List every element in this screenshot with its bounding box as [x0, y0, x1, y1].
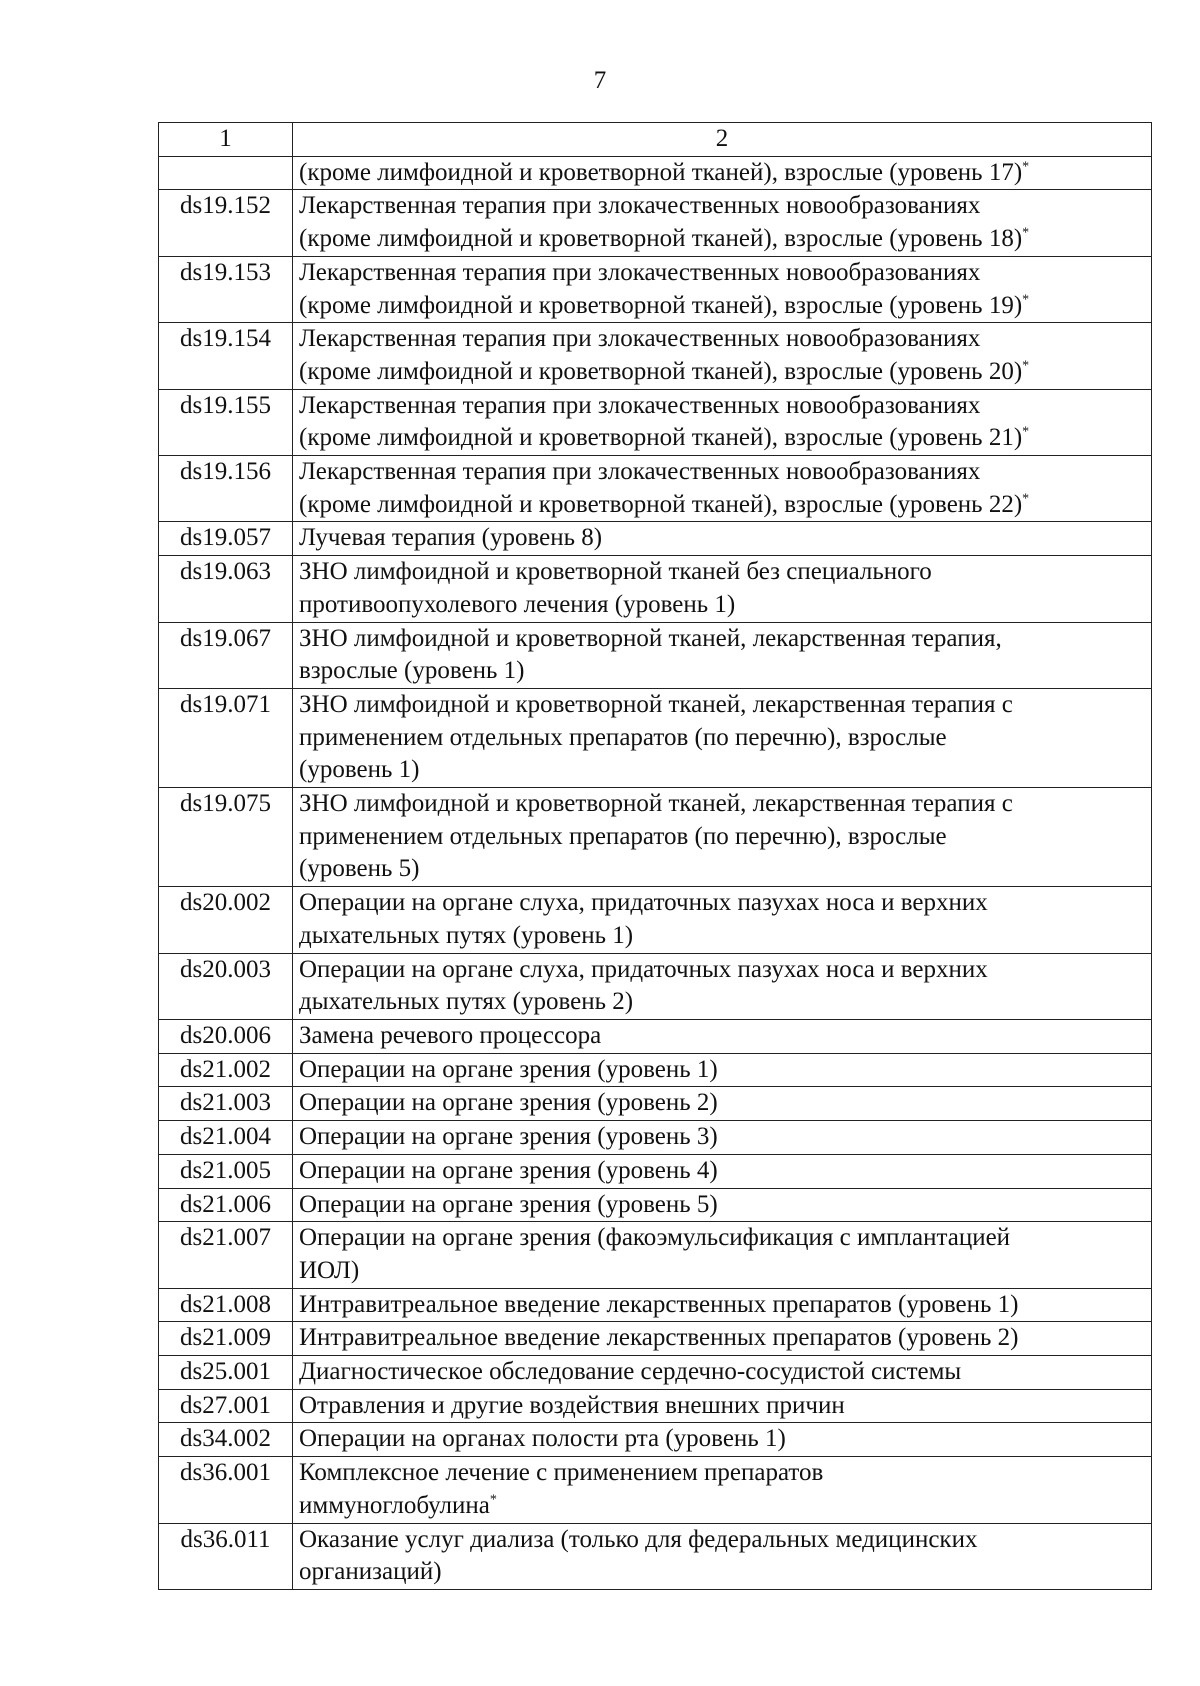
row-description-cell [293, 1121, 1152, 1155]
row-code: ds27.001 [159, 1389, 293, 1423]
table-row [159, 887, 1152, 953]
table-body [159, 156, 1152, 1589]
row-description-cell [293, 1019, 1152, 1053]
row-description-cell [293, 1457, 1152, 1523]
table-row [159, 1356, 1152, 1390]
row-description-cell [293, 1523, 1152, 1589]
row-code: ds19.154 [159, 323, 293, 389]
footnote-mark: * [1022, 425, 1030, 440]
row-description-cell [293, 1188, 1152, 1222]
row-description: Операции на органах полости рта (уровень 1) [299, 1425, 786, 1453]
row-description: Интравитреальное введение лекарственных препаратов (уровень 1) [299, 1290, 1019, 1318]
table-row [159, 1188, 1152, 1222]
table-row [159, 1457, 1152, 1523]
row-description: Операции на органе слуха, придаточных пазухах носа и верхних дыхательных путях (уровень 1) [299, 889, 988, 949]
footnote-mark: * [1022, 225, 1030, 241]
row-description: ЗНО лимфоидной и кроветворной тканей, лекарственная терапия, взрослые (уровень 1) [299, 624, 1002, 685]
table-row [159, 156, 1152, 190]
table-row [159, 622, 1152, 688]
row-code: ds34.002 [159, 1423, 293, 1457]
row-code: ds20.002 [159, 887, 293, 953]
row-description: Операции на органе зрения (уровень 4) [299, 1156, 718, 1184]
row-code: ds25.001 [159, 1356, 293, 1390]
row-description: Диагностическое обследование сердечно-сосудистой системы [299, 1358, 962, 1386]
row-description: ЗНО лимфоидной и кроветворной тканей, лекарственная терапия с применением отдельных препаратов (по перечню), взрослые (уровень 1) [299, 690, 1013, 784]
row-description-cell [293, 389, 1152, 455]
row-code: ds19.156 [159, 456, 293, 522]
row-description-cell [293, 953, 1152, 1019]
row-description-cell [293, 156, 1152, 190]
row-description-cell [293, 1322, 1152, 1356]
row-description-cell [293, 788, 1152, 887]
row-description: Замена речевого процессора [299, 1021, 602, 1049]
table-row [159, 1053, 1152, 1087]
row-description-cell [293, 1222, 1152, 1288]
footnote-mark: * [489, 1492, 497, 1508]
column-header-name: 2 [293, 123, 1152, 157]
row-description: Лекарственная терапия при злокачественных новообразованиях (кроме лимфоидной и кроветворной тканей), взрослые (уровень 20) [299, 325, 1023, 385]
table-row [159, 1154, 1152, 1188]
table-row [159, 1523, 1152, 1589]
row-description-cell [293, 1053, 1152, 1087]
row-description: Интравитреальное введение лекарственных препаратов (уровень 2) [299, 1324, 1019, 1352]
table-row [159, 1322, 1152, 1356]
row-description-cell [293, 1356, 1152, 1390]
row-description: Лучевая терапия (уровень 8) [299, 524, 603, 552]
row-description: Операции на органе зрения (уровень 3) [299, 1123, 718, 1151]
row-code: ds36.011 [159, 1523, 293, 1589]
table-row [159, 1389, 1152, 1423]
row-code: ds21.006 [159, 1188, 293, 1222]
footnote-mark: * [1022, 358, 1030, 374]
row-code: ds19.152 [159, 190, 293, 256]
row-code: ds19.071 [159, 688, 293, 787]
row-description-cell [293, 256, 1152, 322]
table-row [159, 953, 1152, 1019]
row-code: ds21.009 [159, 1322, 293, 1356]
row-code: ds19.063 [159, 556, 293, 622]
table-row [159, 522, 1152, 556]
row-description: Операции на органе зрения (уровень 2) [299, 1089, 718, 1117]
row-description-cell [293, 1423, 1152, 1457]
table-row [159, 1121, 1152, 1155]
row-description-cell [293, 887, 1152, 953]
tariff-table [158, 122, 1152, 1590]
table-row [159, 1222, 1152, 1288]
row-description: Операции на органе зрения (факоэмульсификация с имплантацией ИОЛ) [299, 1224, 1011, 1284]
table-row [159, 1019, 1152, 1053]
row-description-cell [293, 522, 1152, 556]
row-description: ЗНО лимфоидной и кроветворной тканей без специального противоопухолевого лечения (уровень 1) [299, 558, 932, 618]
row-description: Операции на органе зрения (уровень 1) [299, 1055, 718, 1083]
footnote-mark: * [1022, 292, 1030, 308]
row-code: ds21.003 [159, 1087, 293, 1121]
row-description-cell [293, 556, 1152, 622]
footnote-mark: * [1022, 491, 1030, 507]
row-description: Операции на органе зрения (уровень 5) [299, 1190, 718, 1218]
column-header-code: 1 [159, 123, 293, 157]
row-description: Комплексное лечение с применением препаратов иммуноглобулина [299, 1459, 824, 1519]
row-code: ds21.002 [159, 1053, 293, 1087]
row-description: (кроме лимфоидной и кроветворной тканей), взрослые (уровень 17) [299, 158, 1023, 186]
row-description-cell [293, 622, 1152, 688]
row-code [159, 156, 293, 190]
row-code: ds20.003 [159, 953, 293, 1019]
row-description-cell [293, 323, 1152, 389]
table-row [159, 556, 1152, 622]
row-code: ds19.155 [159, 389, 293, 455]
row-code: ds21.007 [159, 1222, 293, 1288]
row-description: Оказание услуг диализа (только для федеральных медицинских организаций) [299, 1525, 978, 1586]
row-code: ds21.004 [159, 1121, 293, 1155]
row-code: ds21.008 [159, 1288, 293, 1322]
row-description-cell [293, 1154, 1152, 1188]
table-row [159, 256, 1152, 322]
row-code: ds21.005 [159, 1154, 293, 1188]
row-code: ds19.067 [159, 622, 293, 688]
row-description: Лекарственная терапия при злокачественных новообразованиях (кроме лимфоидной и кроветворной тканей), взрослые (уровень 19) [299, 258, 1023, 319]
footnote-mark: * [1022, 159, 1030, 175]
table-row [159, 1087, 1152, 1121]
row-description-cell [293, 1087, 1152, 1121]
row-code: ds20.006 [159, 1019, 293, 1053]
row-description-cell [293, 1288, 1152, 1322]
row-code: ds36.001 [159, 1457, 293, 1523]
row-description-cell [293, 456, 1152, 522]
table-row [159, 1423, 1152, 1457]
row-description-cell [293, 190, 1152, 256]
row-code: ds19.075 [159, 788, 293, 887]
row-description: Операции на органе слуха, придаточных пазухах носа и верхних дыхательных путях (уровень 2) [299, 955, 988, 1016]
row-code: ds19.057 [159, 522, 293, 556]
row-description: Отравления и другие воздействия внешних причин [299, 1391, 845, 1419]
page-number: 7 [593, 67, 607, 94]
row-description-cell [293, 688, 1152, 787]
table-row [159, 456, 1152, 522]
table-header-row [159, 123, 1152, 157]
row-description: ЗНО лимфоидной и кроветворной тканей, лекарственная терапия с применением отдельных препаратов (по перечню), взрослые (уровень 5) [299, 790, 1013, 883]
row-description: Лекарственная терапия при злокачественных новообразованиях (кроме лимфоидной и кроветворной тканей), взрослые (уровень 22) [299, 458, 1023, 518]
table-row [159, 323, 1152, 389]
row-description: Лекарственная терапия при злокачественных новообразованиях (кроме лимфоидной и кроветворной тканей), взрослые (уровень 18) [299, 192, 1023, 253]
table-row [159, 1288, 1152, 1322]
row-description-cell [293, 1389, 1152, 1423]
row-code: ds19.153 [159, 256, 293, 322]
table-row [159, 688, 1152, 787]
table-row [159, 389, 1152, 455]
row-description: Лекарственная терапия при злокачественных новообразованиях (кроме лимфоидной и кроветворной тканей), взрослые (уровень 21) [299, 391, 1023, 452]
table-row [159, 788, 1152, 887]
table-row [159, 190, 1152, 256]
